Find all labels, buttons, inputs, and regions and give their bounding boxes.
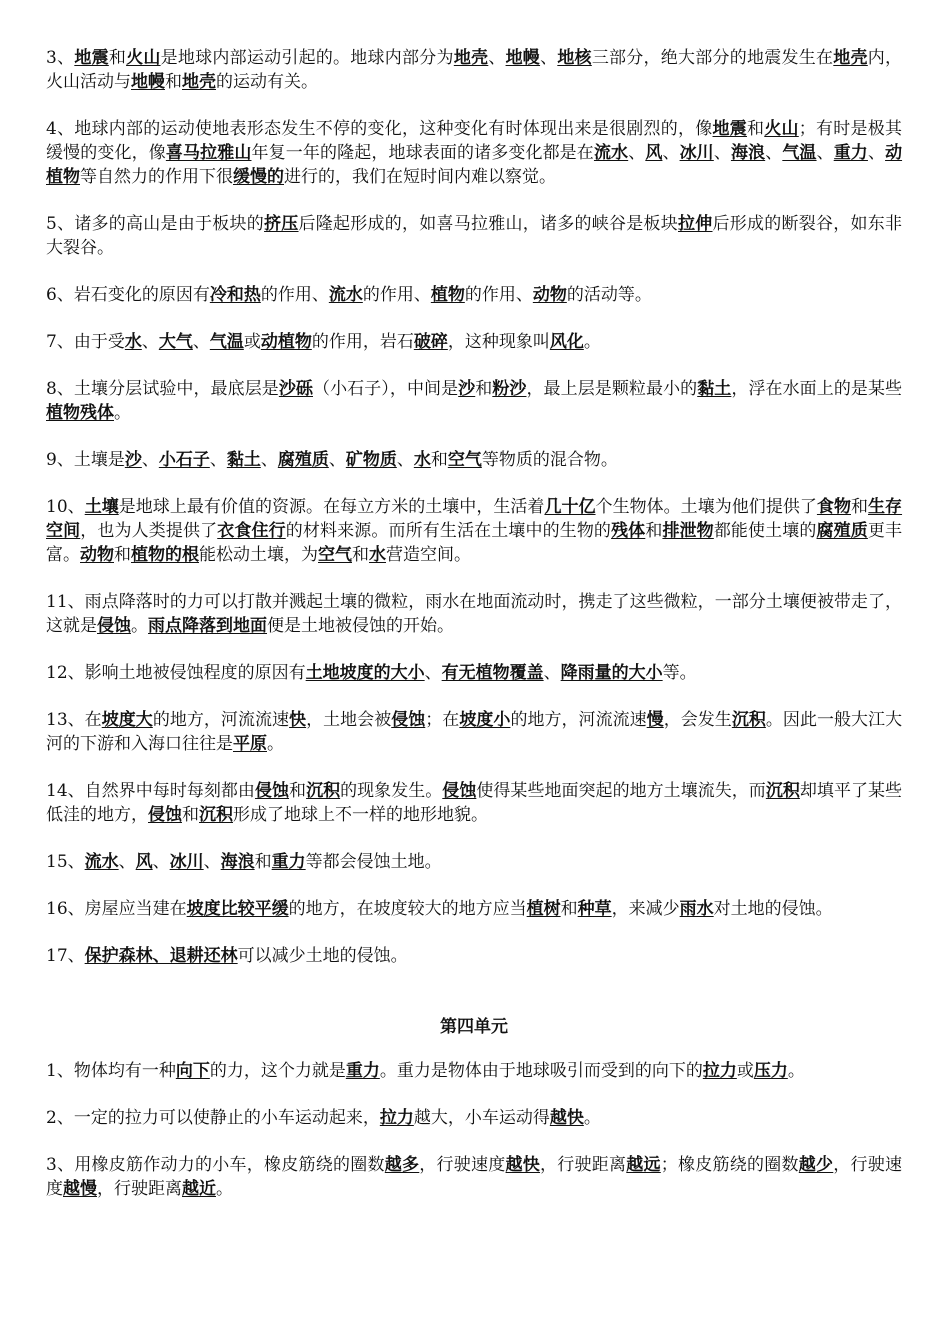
answer-term: 植物的根: [131, 545, 199, 565]
unit4-heading: 第四单元: [440, 1017, 508, 1037]
answer-term: 动物: [80, 545, 114, 565]
answer-term: 土地坡度的大小: [305, 663, 425, 683]
answer-term: 冰川: [679, 143, 714, 163]
answer-term: 侵蚀: [148, 805, 182, 825]
answer-term: 坡度比较平缓: [186, 899, 289, 919]
answer-term: 沉积: [306, 781, 341, 801]
answer-term: 沉积: [199, 805, 233, 825]
answer-term: 火山: [126, 48, 161, 68]
answer-term: 压力: [753, 1061, 788, 1081]
answer-term: 植物: [430, 285, 465, 305]
answer-term: 地壳: [453, 48, 489, 68]
answer-term: 雨点降落到地面: [148, 616, 267, 636]
unit3-item: 17、保护森林、退耕还林可以减少土地的侵蚀。: [46, 946, 408, 966]
answer-term: 地壳: [833, 48, 868, 68]
answer-term: 植物残体: [46, 403, 114, 423]
unit3-item: 13、在坡度大的地方，河流流速快，土地会被侵蚀；在坡度小的地方，河流流速慢，会发生沉积。因此一般大江大河的下游和入海口往往是平原。: [46, 710, 903, 754]
answer-term: 地幔: [131, 72, 165, 92]
answer-term: 侵蚀: [97, 616, 131, 636]
answer-term: 拉力: [702, 1061, 737, 1081]
unit4-item: 3、用橡皮筋作动力的小车，橡皮筋绕的圈数越多，行驶速度越快，行驶距离越远；橡皮筋绕的圈数越少，行驶速度越慢，行驶距离越近。: [46, 1155, 903, 1199]
unit3-item: 5、诸多的高山是由于板块的挤压后隆起形成的，如喜马拉雅山，诸多的峡谷是板块拉伸后形成的断裂谷，如东非大裂谷。: [46, 214, 902, 258]
unit3-item: 16、房屋应当建在坡度比较平缓的地方，在坡度较大的地方应当植树和种草，来减少雨水对土地的侵蚀。: [46, 899, 833, 919]
answer-term: 地幔: [505, 48, 541, 68]
answer-term: 慢: [646, 710, 664, 730]
answer-term: 海浪: [220, 852, 255, 872]
document-page: [46, 46, 902, 1224]
answer-term: 越近: [182, 1179, 216, 1199]
answer-term: 冷和热: [209, 285, 261, 305]
answer-term: 向下: [175, 1061, 210, 1081]
unit4-list: [46, 1059, 902, 1201]
answer-term: 拉力: [379, 1108, 414, 1128]
answer-term: 大气: [158, 332, 193, 352]
answer-term: 水: [369, 545, 386, 565]
answer-term: 越快: [505, 1155, 541, 1175]
answer-term: 小石子: [158, 450, 210, 470]
answer-term: 生存空间: [46, 497, 903, 541]
answer-term: 沙: [124, 450, 142, 470]
answer-term: 越多: [384, 1155, 420, 1175]
answer-term: 平原: [233, 734, 267, 754]
answer-term: 地震: [712, 119, 748, 139]
answer-term: 保护森林、退耕还林: [84, 946, 238, 966]
answer-term: 降雨量的大小: [560, 663, 663, 683]
answer-term: 挤压: [264, 214, 299, 234]
unit3-item: 6、岩石变化的原因有冷和热的作用、流水的作用、植物的作用、动物的活动等。: [46, 285, 652, 305]
answer-term: 冰川: [169, 852, 204, 872]
answer-term: 有无植物覆盖: [441, 663, 544, 683]
answer-term: 地震: [74, 48, 109, 68]
unit3-item: 7、由于受水、大气、气温或动植物的作用，岩石破碎，这种现象叫风化。: [46, 332, 601, 352]
unit3-item: 11、雨点降落时的力可以打散并溅起土壤的微粒，雨水在地面流动时，携走了这些微粒，一部分土壤便被带走了，这就是侵蚀。雨点降落到地面便是土地被侵蚀的开始。: [46, 592, 902, 636]
answer-term: 种草: [577, 899, 612, 919]
answer-term: 越慢: [63, 1179, 97, 1199]
answer-term: 拉伸: [678, 214, 713, 234]
answer-term: 侵蚀: [391, 710, 426, 730]
unit3-item: 12、影响土地被侵蚀程度的原因有土地坡度的大小、有无植物覆盖、降雨量的大小等。: [46, 663, 697, 683]
unit3-item: 15、流水、风、冰川、海浪和重力等都会侵蚀土地。: [46, 852, 442, 872]
answer-term: 动植物: [46, 143, 903, 187]
answer-term: 腐殖质: [277, 450, 329, 470]
answer-term: 地核: [557, 48, 592, 68]
answer-term: 动物: [532, 285, 567, 305]
answer-term: 地壳: [182, 72, 216, 92]
answer-term: 空气: [447, 450, 482, 470]
answer-term: 雨水: [679, 899, 714, 919]
answer-term: 水: [413, 450, 431, 470]
answer-term: 沉积: [765, 781, 800, 801]
answer-term: 腐殖质: [816, 521, 868, 541]
answer-term: 沙砾: [278, 379, 313, 399]
answer-term: 空气: [318, 545, 352, 565]
answer-term: 气温: [209, 332, 244, 352]
answer-term: 侵蚀: [442, 781, 477, 801]
answer-term: 粉沙: [492, 379, 527, 399]
answer-term: 重力: [833, 143, 868, 163]
answer-term: 动植物: [260, 332, 312, 352]
answer-term: 越少: [798, 1155, 834, 1175]
answer-term: 食物: [816, 497, 851, 517]
answer-term: 水: [124, 332, 142, 352]
unit4-item: 1、物体均有一种向下的力，这个力就是重力。重力是物体由于地球吸引而受到的向下的拉力或压力。: [46, 1061, 805, 1081]
answer-term: 侵蚀: [254, 781, 290, 801]
answer-term: 黏土: [226, 450, 261, 470]
answer-term: 沉积: [731, 710, 766, 730]
answer-term: 越快: [549, 1108, 584, 1128]
answer-term: 风化: [549, 332, 584, 352]
unit3-item: 4、地球内部的运动使地表形态发生不停的变化，这种变化有时体现出来是很剧烈的，像地震和火山；有时是极其缓慢的变化，像喜马拉雅山年复一年的隆起，地球表面的诸多变化都是在流水、风、冰川、海浪、气温、重力、动植物等自然力的作用下很缓慢的进行的，我们在短时间内难以察觉。: [46, 119, 903, 187]
answer-term: 重力: [271, 852, 306, 872]
answer-term: 越远: [626, 1155, 661, 1175]
answer-term: 几十亿: [544, 497, 596, 517]
unit3-list: [46, 46, 902, 968]
answer-term: 沙: [458, 379, 476, 399]
unit3-item: 10、土壤是地球上最有价值的资源。在每立方米的土壤中，生活着几十亿个生物体。土壤为他们提供了食物和生存空间，也为人类提供了衣食住行的材料来源。而所有生活在土壤中的生物的残体和排泄物都能使土壤的腐殖质更丰富。动物和植物的根能松动土壤，为空气和水营造空间。: [46, 497, 903, 565]
answer-term: 衣食住行: [217, 521, 286, 541]
answer-term: 火山: [764, 119, 799, 139]
unit3-item: 14、自然界中每时每刻都由侵蚀和沉积的现象发生。侵蚀使得某些地面突起的地方土壤流失，而沉积却填平了某些低洼的地方，侵蚀和沉积形成了地球上不一样的地形地貌。: [46, 781, 903, 825]
answer-term: 快: [289, 710, 307, 730]
answer-term: 残体: [611, 521, 646, 541]
answer-term: 海浪: [730, 143, 766, 163]
unit3-item: 9、土壤是沙、小石子、黏土、腐殖质、矿物质、水和空气等物质的混合物。: [46, 450, 618, 470]
unit3-item: 8、土壤分层试验中，最底层是沙砾（小石子），中间是沙和粉沙，最上层是颗粒最小的黏土，浮在水面上的是某些植物残体。: [46, 379, 903, 423]
answer-term: 排泄物: [662, 521, 714, 541]
answer-term: 气温: [782, 143, 817, 163]
answer-term: 流水: [84, 852, 119, 872]
answer-term: 重力: [345, 1061, 380, 1081]
answer-term: 植树: [526, 899, 561, 919]
answer-term: 坡度小: [459, 710, 511, 730]
answer-term: 缓慢的: [233, 167, 284, 187]
answer-term: 流水: [593, 143, 629, 163]
answer-term: 破碎: [413, 332, 448, 352]
unit4-item: 2、一定的拉力可以使静止的小车运动起来，拉力越大，小车运动得越快。: [46, 1108, 601, 1128]
answer-term: 喜马拉雅山: [165, 143, 252, 163]
unit3-item: 3、地震和火山是地球内部运动引起的。地球内部分为地壳、地幔、地核三部分，绝大部分的地震发生在地壳内，火山活动与地幔和地壳的运动有关。: [46, 48, 903, 92]
answer-term: 风: [135, 852, 153, 872]
answer-term: 风: [645, 143, 663, 163]
answer-term: 土壤: [84, 497, 119, 517]
answer-term: 矿物质: [345, 450, 397, 470]
answer-term: 黏土: [697, 379, 732, 399]
answer-term: 流水: [328, 285, 363, 305]
answer-term: 坡度大: [101, 710, 153, 730]
